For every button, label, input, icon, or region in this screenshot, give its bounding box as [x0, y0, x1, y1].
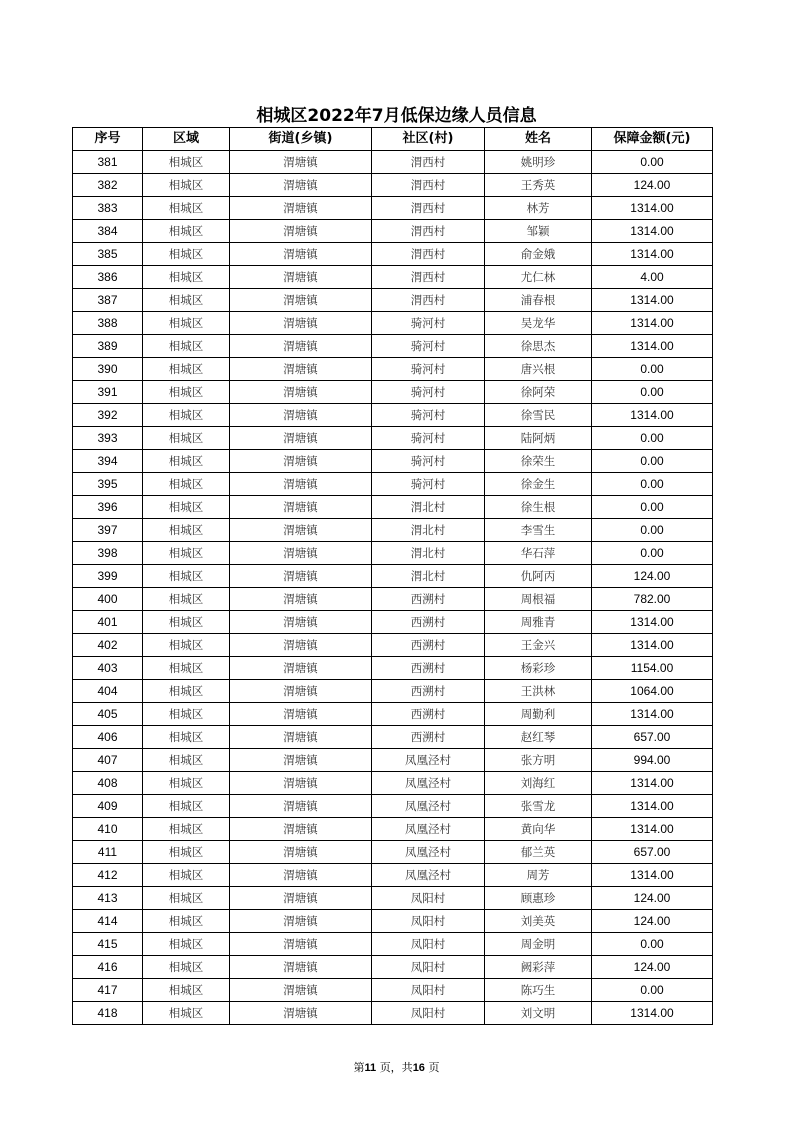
cell-amount: 1314.00 [592, 289, 713, 312]
cell-amount: 1314.00 [592, 404, 713, 427]
cell-serial: 404 [73, 680, 143, 703]
cell-name: 华石萍 [485, 542, 592, 565]
cell-name: 王秀英 [485, 174, 592, 197]
cell-amount: 0.00 [592, 473, 713, 496]
cell-district: 相城区 [143, 611, 230, 634]
cell-street: 渭塘镇 [230, 611, 372, 634]
cell-name: 徐荣生 [485, 450, 592, 473]
cell-street: 渭塘镇 [230, 749, 372, 772]
table-row [73, 197, 713, 220]
cell-name: 郁兰英 [485, 841, 592, 864]
document-title: 相城区2022年7月低保边缘人员信息 [256, 106, 537, 126]
cell-serial: 415 [73, 933, 143, 956]
cell-serial: 406 [73, 726, 143, 749]
cell-amount: 1314.00 [592, 864, 713, 887]
table-row [73, 910, 713, 933]
cell-district: 相城区 [143, 933, 230, 956]
cell-community: 骑河村 [372, 427, 485, 450]
table-row [73, 1002, 713, 1025]
table-row [73, 404, 713, 427]
cell-street: 渭塘镇 [230, 496, 372, 519]
cell-street: 渭塘镇 [230, 703, 372, 726]
cell-community: 凤阳村 [372, 1002, 485, 1025]
cell-community: 骑河村 [372, 312, 485, 335]
cell-community: 骑河村 [372, 381, 485, 404]
footer-current-page: 11 [364, 1062, 377, 1074]
table-row [73, 450, 713, 473]
cell-community: 渭西村 [372, 266, 485, 289]
cell-district: 相城区 [143, 657, 230, 680]
table-row [73, 864, 713, 887]
cell-district: 相城区 [143, 243, 230, 266]
cell-amount: 1314.00 [592, 795, 713, 818]
table-row [73, 473, 713, 496]
cell-name: 陆阿炳 [485, 427, 592, 450]
cell-community: 渭北村 [372, 496, 485, 519]
header-serial: 序号 [73, 128, 143, 151]
cell-district: 相城区 [143, 864, 230, 887]
cell-street: 渭塘镇 [230, 289, 372, 312]
table-row [73, 335, 713, 358]
cell-street: 渭塘镇 [230, 174, 372, 197]
cell-amount: 0.00 [592, 979, 713, 1002]
table-row [73, 496, 713, 519]
cell-serial: 381 [73, 151, 143, 174]
cell-serial: 388 [73, 312, 143, 335]
cell-amount: 0.00 [592, 450, 713, 473]
table-row [73, 174, 713, 197]
cell-name: 周勤利 [485, 703, 592, 726]
table-row [73, 542, 713, 565]
cell-community: 骑河村 [372, 404, 485, 427]
cell-name: 徐生根 [485, 496, 592, 519]
cell-amount: 0.00 [592, 381, 713, 404]
cell-community: 渭西村 [372, 151, 485, 174]
cell-community: 凤凰泾村 [372, 818, 485, 841]
cell-street: 渭塘镇 [230, 657, 372, 680]
cell-amount: 124.00 [592, 887, 713, 910]
cell-community: 凤凰泾村 [372, 864, 485, 887]
cell-amount: 1314.00 [592, 1002, 713, 1025]
cell-serial: 385 [73, 243, 143, 266]
table-row [73, 220, 713, 243]
cell-amount: 124.00 [592, 174, 713, 197]
cell-serial: 384 [73, 220, 143, 243]
cell-serial: 396 [73, 496, 143, 519]
table-header-row [73, 128, 713, 151]
cell-district: 相城区 [143, 910, 230, 933]
cell-serial: 394 [73, 450, 143, 473]
cell-community: 骑河村 [372, 473, 485, 496]
table-row [73, 151, 713, 174]
cell-community: 凤阳村 [372, 887, 485, 910]
cell-street: 渭塘镇 [230, 404, 372, 427]
cell-amount: 0.00 [592, 496, 713, 519]
cell-name: 顾惠珍 [485, 887, 592, 910]
cell-street: 渭塘镇 [230, 220, 372, 243]
table-row [73, 726, 713, 749]
header-amount: 保障金额(元) [592, 128, 713, 151]
cell-serial: 387 [73, 289, 143, 312]
cell-street: 渭塘镇 [230, 841, 372, 864]
cell-name: 浦春根 [485, 289, 592, 312]
cell-district: 相城区 [143, 197, 230, 220]
table-row [73, 749, 713, 772]
table-row [73, 358, 713, 381]
cell-community: 渭北村 [372, 519, 485, 542]
cell-amount: 1314.00 [592, 611, 713, 634]
cell-name: 赵红琴 [485, 726, 592, 749]
cell-community: 西溯村 [372, 611, 485, 634]
table-row [73, 841, 713, 864]
cell-serial: 398 [73, 542, 143, 565]
cell-street: 渭塘镇 [230, 519, 372, 542]
cell-street: 渭塘镇 [230, 772, 372, 795]
cell-name: 尤仁林 [485, 266, 592, 289]
cell-district: 相城区 [143, 151, 230, 174]
cell-community: 渭西村 [372, 197, 485, 220]
cell-name: 徐思杰 [485, 335, 592, 358]
cell-name: 王洪林 [485, 680, 592, 703]
cell-community: 西溯村 [372, 703, 485, 726]
cell-street: 渭塘镇 [230, 795, 372, 818]
cell-amount: 0.00 [592, 358, 713, 381]
cell-community: 凤凰泾村 [372, 795, 485, 818]
cell-street: 渭塘镇 [230, 542, 372, 565]
cell-community: 渭西村 [372, 220, 485, 243]
cell-street: 渭塘镇 [230, 910, 372, 933]
cell-serial: 414 [73, 910, 143, 933]
cell-name: 仇阿丙 [485, 565, 592, 588]
cell-amount: 994.00 [592, 749, 713, 772]
cell-serial: 416 [73, 956, 143, 979]
cell-street: 渭塘镇 [230, 358, 372, 381]
cell-street: 渭塘镇 [230, 151, 372, 174]
cell-serial: 410 [73, 818, 143, 841]
cell-street: 渭塘镇 [230, 634, 372, 657]
cell-name: 姚明珍 [485, 151, 592, 174]
cell-street: 渭塘镇 [230, 726, 372, 749]
cell-amount: 124.00 [592, 956, 713, 979]
cell-community: 西溯村 [372, 657, 485, 680]
cell-district: 相城区 [143, 358, 230, 381]
cell-community: 凤凰泾村 [372, 749, 485, 772]
cell-district: 相城区 [143, 542, 230, 565]
cell-community: 西溯村 [372, 634, 485, 657]
cell-district: 相城区 [143, 772, 230, 795]
table-row [73, 266, 713, 289]
table-row [73, 772, 713, 795]
cell-name: 俞金娥 [485, 243, 592, 266]
header-community: 社区(村) [372, 128, 485, 151]
table-row [73, 818, 713, 841]
cell-amount: 1314.00 [592, 335, 713, 358]
cell-amount: 1314.00 [592, 220, 713, 243]
recipients-table [72, 127, 713, 1025]
cell-serial: 397 [73, 519, 143, 542]
table-row [73, 956, 713, 979]
cell-street: 渭塘镇 [230, 381, 372, 404]
header-district: 区域 [143, 128, 230, 151]
table-row [73, 703, 713, 726]
cell-name: 吴龙华 [485, 312, 592, 335]
cell-street: 渭塘镇 [230, 335, 372, 358]
cell-amount: 124.00 [592, 565, 713, 588]
cell-name: 林芳 [485, 197, 592, 220]
cell-community: 西溯村 [372, 588, 485, 611]
cell-district: 相城区 [143, 289, 230, 312]
cell-street: 渭塘镇 [230, 450, 372, 473]
cell-serial: 383 [73, 197, 143, 220]
cell-amount: 1314.00 [592, 772, 713, 795]
cell-street: 渭塘镇 [230, 588, 372, 611]
cell-name: 杨彩珍 [485, 657, 592, 680]
cell-serial: 399 [73, 565, 143, 588]
cell-district: 相城区 [143, 312, 230, 335]
cell-name: 刘美英 [485, 910, 592, 933]
footer-suffix: 页 [428, 1061, 440, 1074]
cell-district: 相城区 [143, 979, 230, 1002]
cell-district: 相城区 [143, 174, 230, 197]
cell-amount: 657.00 [592, 726, 713, 749]
cell-serial: 417 [73, 979, 143, 1002]
cell-serial: 411 [73, 841, 143, 864]
cell-district: 相城区 [143, 404, 230, 427]
cell-district: 相城区 [143, 818, 230, 841]
cell-serial: 393 [73, 427, 143, 450]
table-row [73, 427, 713, 450]
cell-community: 骑河村 [372, 335, 485, 358]
cell-serial: 386 [73, 266, 143, 289]
cell-street: 渭塘镇 [230, 197, 372, 220]
cell-amount: 1064.00 [592, 680, 713, 703]
cell-district: 相城区 [143, 335, 230, 358]
table-row [73, 634, 713, 657]
table-row [73, 243, 713, 266]
cell-district: 相城区 [143, 381, 230, 404]
cell-amount: 1314.00 [592, 703, 713, 726]
footer-total-pages: 16 [412, 1062, 425, 1074]
cell-amount: 657.00 [592, 841, 713, 864]
table-row [73, 795, 713, 818]
cell-amount: 0.00 [592, 519, 713, 542]
cell-amount: 1314.00 [592, 634, 713, 657]
cell-name: 刘海红 [485, 772, 592, 795]
cell-serial: 395 [73, 473, 143, 496]
cell-amount: 782.00 [592, 588, 713, 611]
cell-serial: 418 [73, 1002, 143, 1025]
header-name: 姓名 [485, 128, 592, 151]
cell-district: 相城区 [143, 496, 230, 519]
cell-street: 渭塘镇 [230, 887, 372, 910]
cell-name: 王金兴 [485, 634, 592, 657]
cell-name: 阙彩萍 [485, 956, 592, 979]
cell-serial: 405 [73, 703, 143, 726]
cell-serial: 407 [73, 749, 143, 772]
cell-name: 周芳 [485, 864, 592, 887]
cell-name: 陈巧生 [485, 979, 592, 1002]
cell-serial: 403 [73, 657, 143, 680]
cell-name: 周雅青 [485, 611, 592, 634]
cell-amount: 1314.00 [592, 197, 713, 220]
cell-serial: 413 [73, 887, 143, 910]
cell-amount: 1314.00 [592, 243, 713, 266]
cell-amount: 1314.00 [592, 818, 713, 841]
cell-district: 相城区 [143, 703, 230, 726]
table-row [73, 565, 713, 588]
cell-name: 张方明 [485, 749, 592, 772]
cell-district: 相城区 [143, 887, 230, 910]
cell-serial: 390 [73, 358, 143, 381]
cell-district: 相城区 [143, 519, 230, 542]
cell-community: 渭北村 [372, 565, 485, 588]
table-row [73, 657, 713, 680]
cell-serial: 392 [73, 404, 143, 427]
cell-serial: 401 [73, 611, 143, 634]
cell-community: 凤阳村 [372, 933, 485, 956]
cell-name: 徐雪民 [485, 404, 592, 427]
table-row [73, 381, 713, 404]
cell-name: 张雪龙 [485, 795, 592, 818]
cell-amount: 1314.00 [592, 312, 713, 335]
page-footer [0, 1059, 793, 1075]
cell-amount: 1154.00 [592, 657, 713, 680]
cell-name: 唐兴根 [485, 358, 592, 381]
table-body [73, 151, 713, 1025]
cell-district: 相城区 [143, 634, 230, 657]
cell-amount: 0.00 [592, 151, 713, 174]
table-row [73, 933, 713, 956]
cell-community: 凤阳村 [372, 910, 485, 933]
cell-street: 渭塘镇 [230, 266, 372, 289]
cell-street: 渭塘镇 [230, 680, 372, 703]
cell-community: 骑河村 [372, 450, 485, 473]
cell-name: 黄向华 [485, 818, 592, 841]
cell-district: 相城区 [143, 266, 230, 289]
cell-amount: 0.00 [592, 427, 713, 450]
table-row [73, 289, 713, 312]
table-row [73, 312, 713, 335]
cell-street: 渭塘镇 [230, 427, 372, 450]
cell-serial: 402 [73, 634, 143, 657]
cell-community: 凤阳村 [372, 956, 485, 979]
table-row [73, 887, 713, 910]
footer-prefix: 第 [353, 1061, 365, 1074]
cell-serial: 389 [73, 335, 143, 358]
table-row [73, 588, 713, 611]
cell-community: 渭西村 [372, 243, 485, 266]
cell-street: 渭塘镇 [230, 473, 372, 496]
cell-street: 渭塘镇 [230, 243, 372, 266]
cell-district: 相城区 [143, 1002, 230, 1025]
cell-street: 渭塘镇 [230, 956, 372, 979]
cell-serial: 391 [73, 381, 143, 404]
footer-middle: 页，共 [379, 1061, 413, 1074]
cell-serial: 408 [73, 772, 143, 795]
cell-name: 徐金生 [485, 473, 592, 496]
cell-name: 李雪生 [485, 519, 592, 542]
cell-district: 相城区 [143, 956, 230, 979]
cell-street: 渭塘镇 [230, 565, 372, 588]
table-row [73, 611, 713, 634]
cell-name: 周金明 [485, 933, 592, 956]
cell-district: 相城区 [143, 220, 230, 243]
cell-community: 渭西村 [372, 174, 485, 197]
cell-amount: 124.00 [592, 910, 713, 933]
cell-district: 相城区 [143, 450, 230, 473]
cell-community: 凤凰泾村 [372, 841, 485, 864]
cell-district: 相城区 [143, 565, 230, 588]
cell-district: 相城区 [143, 588, 230, 611]
cell-community: 渭北村 [372, 542, 485, 565]
cell-community: 凤凰泾村 [372, 772, 485, 795]
cell-street: 渭塘镇 [230, 312, 372, 335]
cell-district: 相城区 [143, 680, 230, 703]
cell-serial: 382 [73, 174, 143, 197]
cell-community: 西溯村 [372, 726, 485, 749]
cell-name: 周根福 [485, 588, 592, 611]
cell-district: 相城区 [143, 841, 230, 864]
table-row [73, 979, 713, 1002]
cell-community: 西溯村 [372, 680, 485, 703]
cell-name: 徐阿荣 [485, 381, 592, 404]
cell-street: 渭塘镇 [230, 864, 372, 887]
cell-street: 渭塘镇 [230, 933, 372, 956]
cell-district: 相城区 [143, 473, 230, 496]
cell-amount: 0.00 [592, 542, 713, 565]
cell-district: 相城区 [143, 427, 230, 450]
cell-serial: 412 [73, 864, 143, 887]
cell-amount: 4.00 [592, 266, 713, 289]
cell-serial: 400 [73, 588, 143, 611]
cell-name: 刘文明 [485, 1002, 592, 1025]
cell-district: 相城区 [143, 749, 230, 772]
cell-community: 渭西村 [372, 289, 485, 312]
table-row [73, 519, 713, 542]
cell-street: 渭塘镇 [230, 818, 372, 841]
cell-serial: 409 [73, 795, 143, 818]
cell-district: 相城区 [143, 795, 230, 818]
table-row [73, 680, 713, 703]
cell-community: 骑河村 [372, 358, 485, 381]
cell-street: 渭塘镇 [230, 1002, 372, 1025]
cell-district: 相城区 [143, 726, 230, 749]
header-street: 街道(乡镇) [230, 128, 372, 151]
cell-street: 渭塘镇 [230, 979, 372, 1002]
cell-community: 凤阳村 [372, 979, 485, 1002]
cell-name: 邹颖 [485, 220, 592, 243]
cell-amount: 0.00 [592, 933, 713, 956]
